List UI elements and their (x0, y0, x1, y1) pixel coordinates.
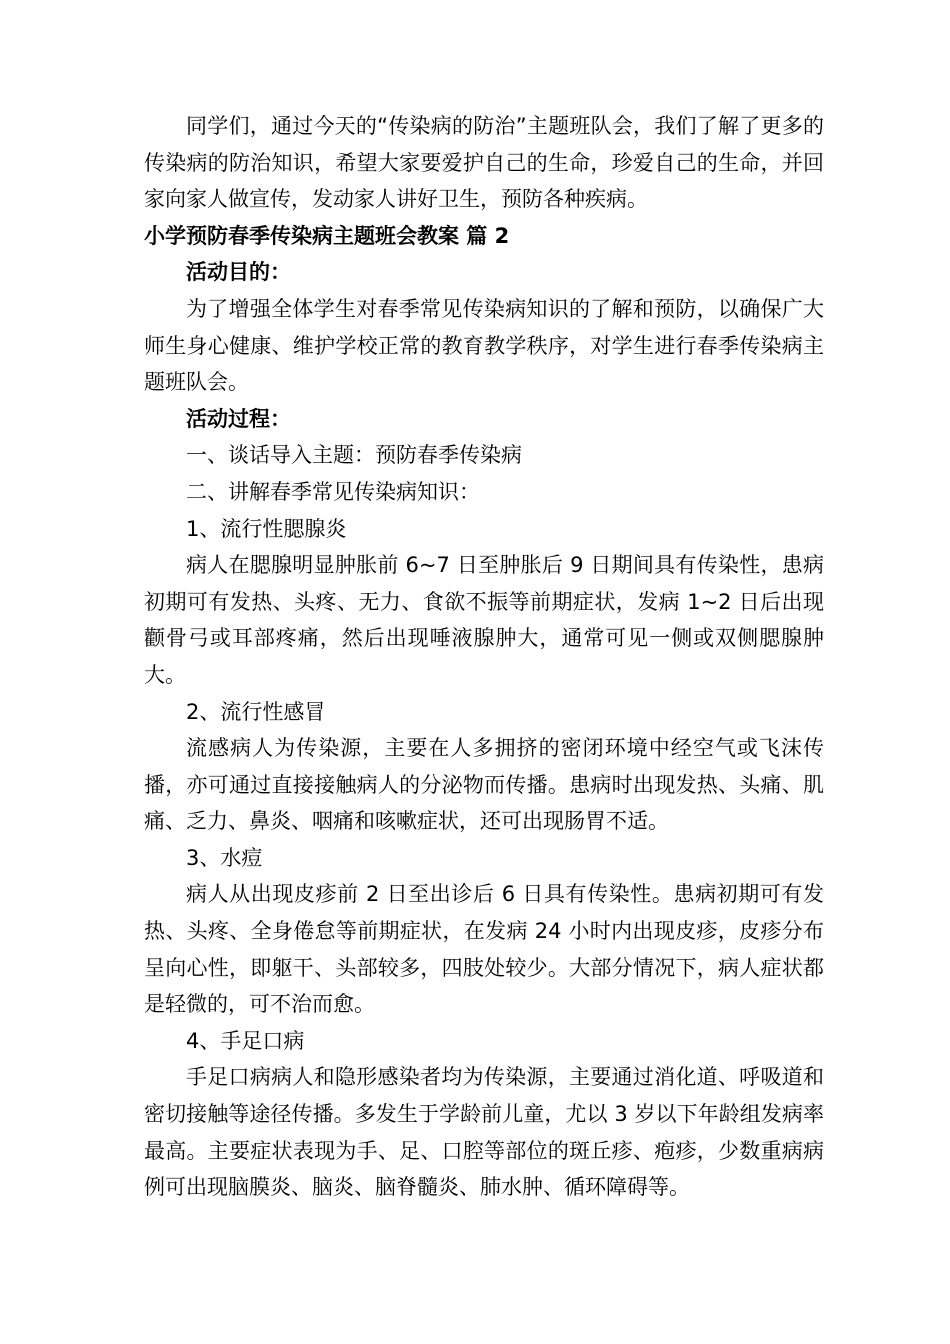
document-page (144, 108, 824, 1206)
step-2: 二、讲解春季常见传染病知识： (186, 479, 480, 504)
intro-paragraph: 同学们，通过今天的“传染病的防治”主题班队会，我们了解了更多的传染病的防治知识，希望大家要爱护自己的生命，珍爱自己的生命，并回家向家人做宣传，发动家人讲好卫生，预防各种疾病。 (144, 114, 824, 212)
disease-title-influenza: 2、流行性感冒 (186, 699, 326, 724)
process-heading: 活动过程： (186, 406, 291, 431)
disease-title-chickenpox: 3、水痘 (186, 845, 263, 870)
disease-text-mumps: 病人在腮腺明显肿胀前 6~7 日至肿胀后 9 日期间具有传染性，患病初期可有发热、头疼、无力、食欲不振等前期症状，发病 1~2 日后出现颧骨弓或耳部疼痛，然后出现唾液腺肿大，通常可见一侧或双侧腮腺肿大。 (144, 553, 824, 687)
disease-title-mumps: 1、流行性腮腺炎 (186, 516, 347, 541)
section-title: 小学预防春季传染病主题班会教案 篇 2 (144, 223, 510, 248)
disease-text-influenza: 流感病人为传染源，主要在人多拥挤的密闭环境中经空气或飞沫传播，亦可通过直接接触病人的分泌物而传播。患病时出现发热、头痛、肌痛、乏力、鼻炎、咽痛和咳嗽症状，还可出现肠胃不适。 (144, 736, 824, 834)
disease-text-hfmd: 手足口病病人和隐形感染者均为传染源，主要通过消化道、呼吸道和密切接触等途径传播。多发生于学龄前儿童，尤以 3 岁以下年龄组发病率最高。主要症状表现为手、足、口腔等部位的斑丘疹、疱疹，少数重病病例可出现脑膜炎、脑炎、脑脊髓炎、肺水肿、循环障碍等。 (144, 1065, 824, 1200)
disease-title-hfmd: 4、手足口病 (186, 1028, 305, 1053)
purpose-paragraph: 为了增强全体学生对春季常见传染病知识的了解和预防，以确保广大师生身心健康、维护学校正常的教育教学秩序，对学生进行春季传染病主题班队会。 (144, 296, 824, 395)
disease-text-chickenpox: 病人从出现皮疹前 2 日至出诊后 6 日具有传染性。患病初期可有发热、头疼、全身倦怠等前期症状，在发病 24 小时内出现皮疹，皮疹分布呈向心性，即躯干、头部较多，四肢处较少。大部分情况下，病人症状都是轻微的，可不治而愈。 (144, 882, 824, 1017)
step-1: 一、谈话导入主题：预防春季传染病 (186, 443, 522, 468)
purpose-heading: 活动目的： (186, 260, 291, 285)
